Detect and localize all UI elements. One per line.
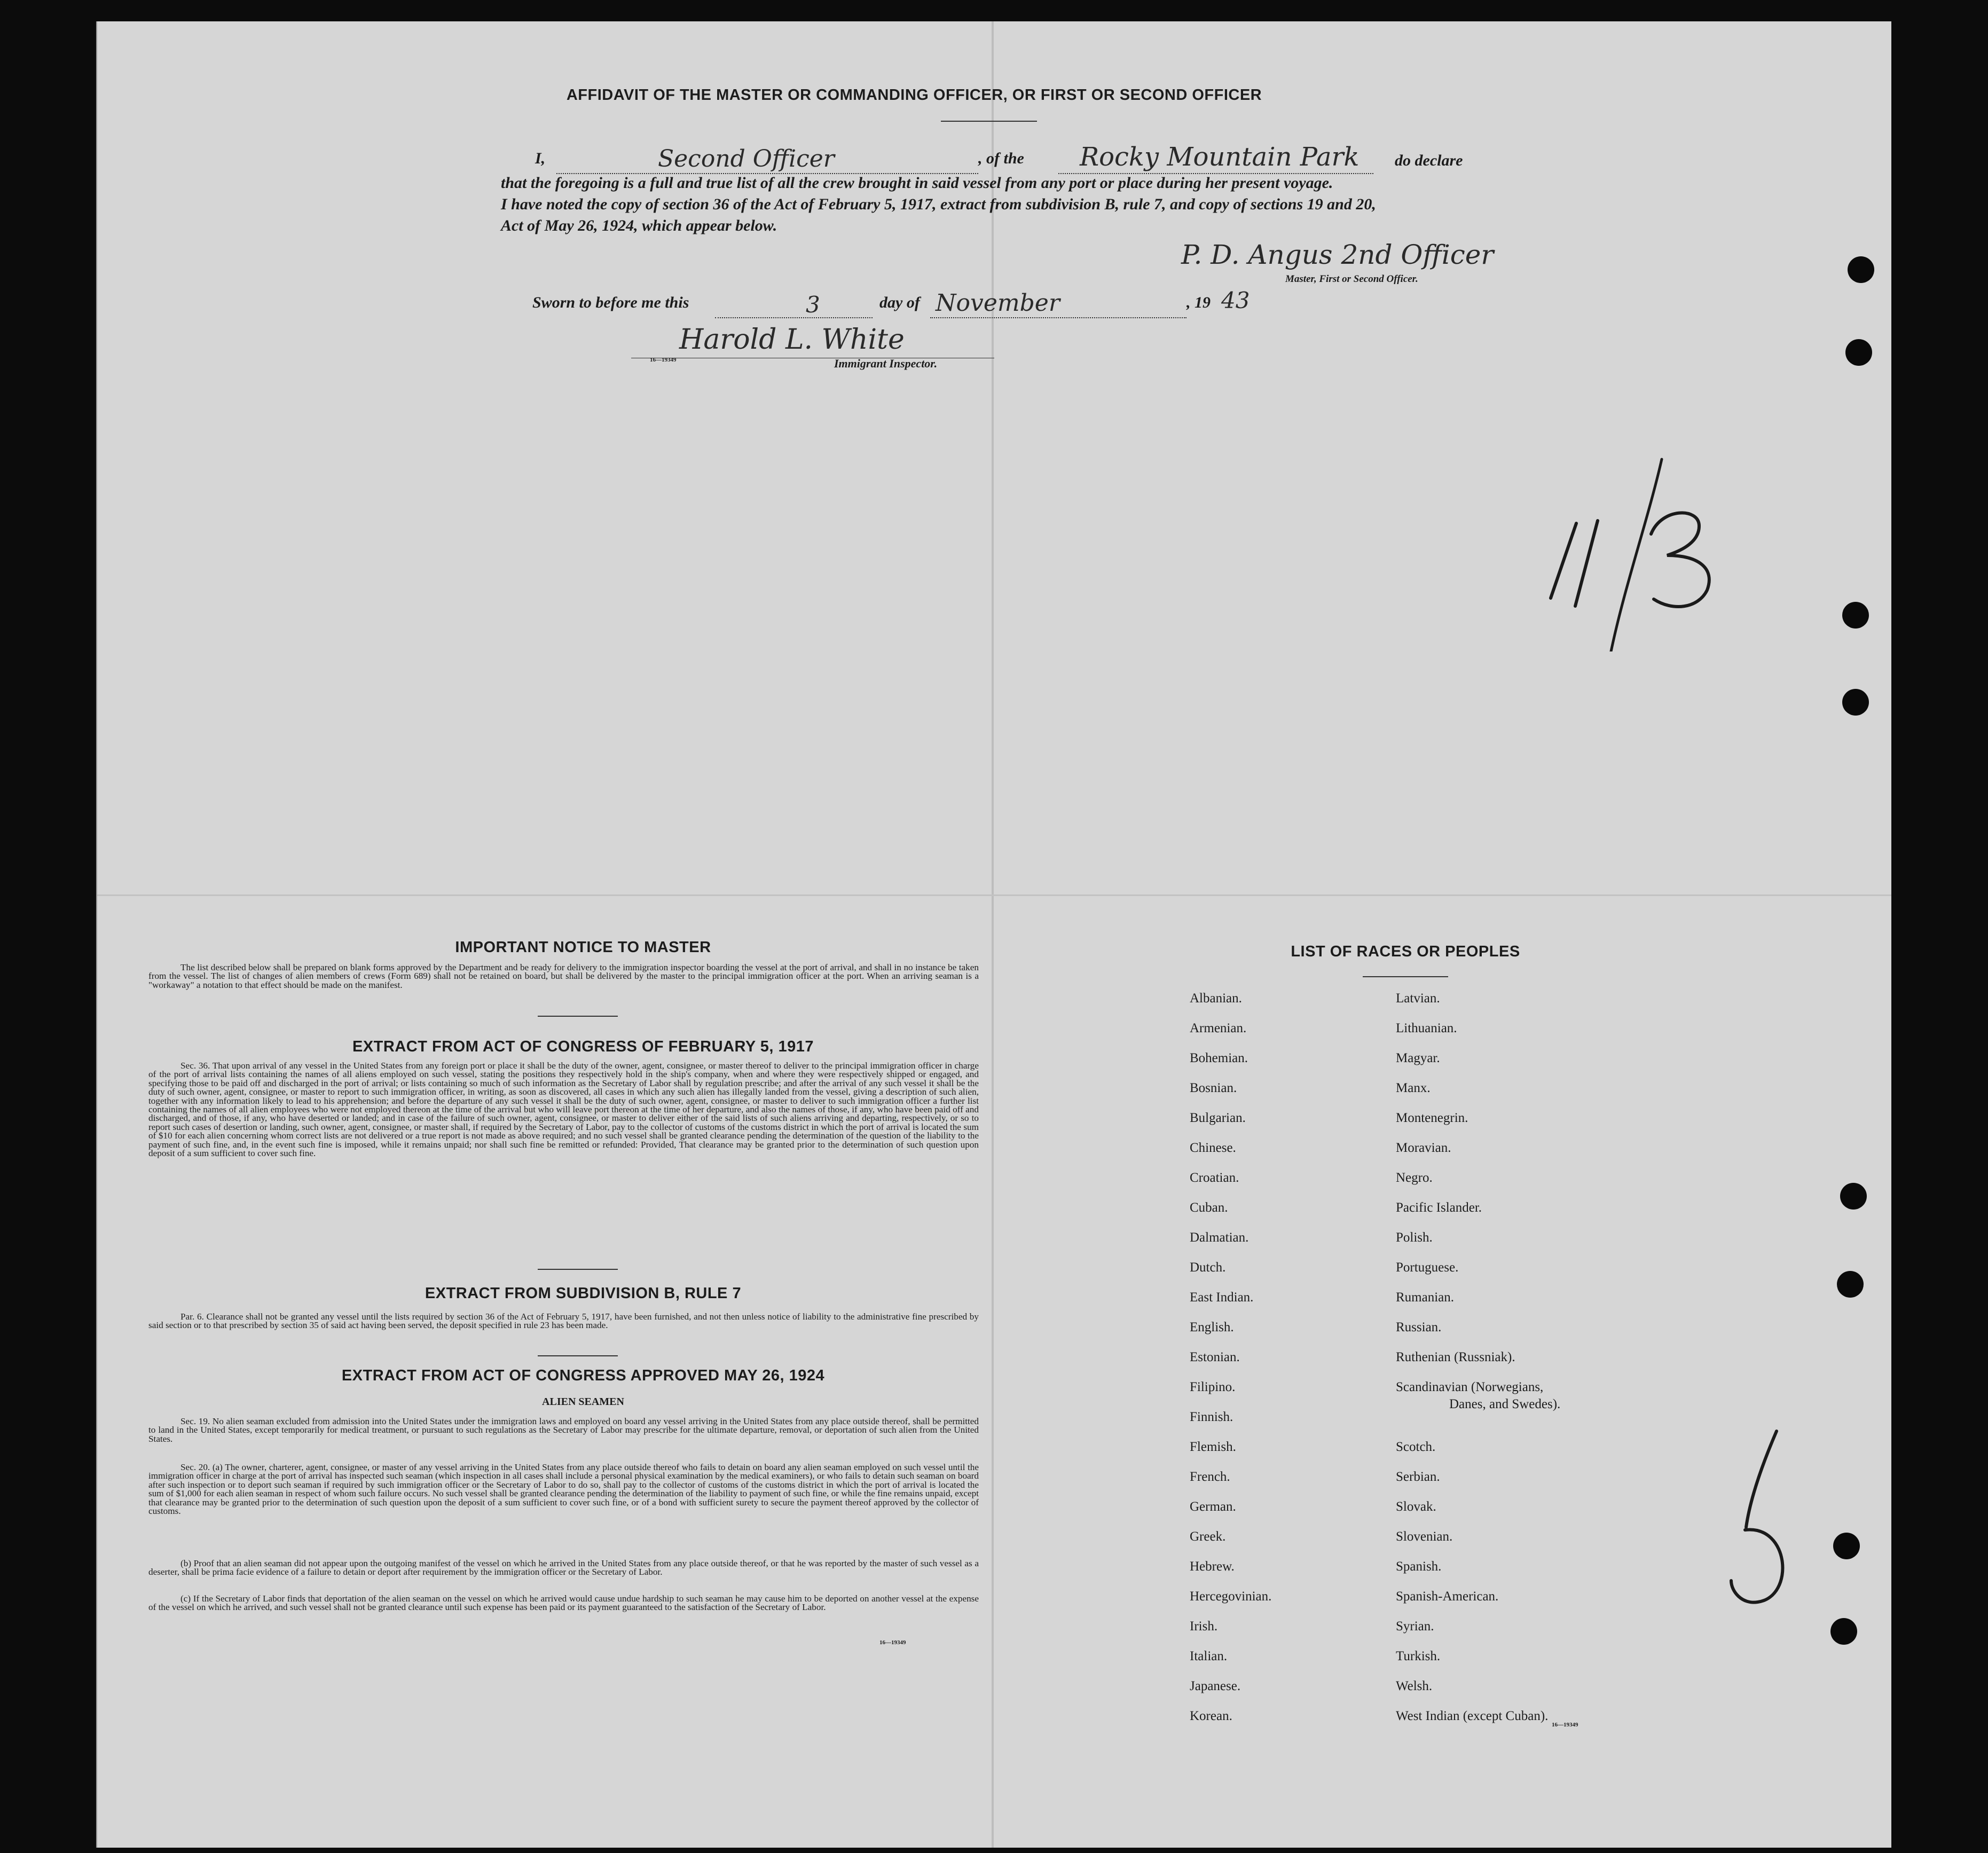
race-item: Hercegovinian. bbox=[1190, 1589, 1272, 1604]
month-handwriting: November bbox=[936, 289, 1060, 317]
race-item: Syrian. bbox=[1396, 1619, 1434, 1634]
race-item: Albanian. bbox=[1190, 991, 1242, 1006]
affidavit-line-3: I have noted the copy of section 36 of the Act of February 5, 1917, extract from subdivision B, rule 7, and copy of sections 19 and 20, bbox=[501, 195, 1376, 213]
race-item: Portuguese. bbox=[1396, 1260, 1459, 1275]
punch-hole bbox=[1845, 339, 1872, 366]
race-item: Lithuanian. bbox=[1396, 1021, 1457, 1035]
race-item: English. bbox=[1190, 1320, 1234, 1334]
race-item: West Indian (except Cuban). bbox=[1396, 1709, 1549, 1723]
fraction-strokes bbox=[1539, 427, 1774, 651]
race-item: Pacific Islander. bbox=[1396, 1200, 1482, 1215]
day-field bbox=[715, 292, 873, 318]
extract-1917-body: Sec. 36. That upon arrival of any vessel in the United States from any foreign port or place it shall be the duty of the owner, agent, consignee, or master thereof to deliver to the principal immigration officer in charge of the port of arrival lists containing the names of all aliens employed on such vessel, stating the positions they respectively hold in the ship's company, when and where they were respectively shipped or engaged, and specifying those to be paid off and discharged in the port of arrival; or lists containing so much of such information as the Secretary of Labor shall by regulation prescribe; and after the arrival of any such vessel it shall be the duty of such owner, agent, consignee, or master to report to such immigration officer, in writing, as soon as discovered, all cases in which any such alien has illegally landed from the vessel, giving a description of such alien, together with any information likely to lead to his apprehension; and before the departure of any such vessel it shall be the duty of such owner, agent, consignee, or master to deliver to such immigration officer a further list containing the names of all alien employees who were not employed thereon at the time of the arrival but who will leave port thereon at the time of her departure, and also the names of those, if any, who have been paid off and discharged, and of those, if any, who have deserted or landed; and in case of the failure of such owner, agent, consignee, or master to deliver either of the said lists of such aliens arriving and departing, respectively, or so to report such cases of desertion or landing, such owner, agent, consignee, or master shall, if required by the Secretary of Labor, pay to the collector of customs of the customs district in which the port of arrival is located the sum of $10 for each alien concerning whom correct lists are not delivered or a true report is not made as above required; and no such vessel shall be granted clearance pending the determination of the question of the liability to the payment of such fine, and, in the event such fine is imposed, while it remains unpaid; nor shall such fine be remitted or refunded: Provided, That clearance may be granted prior to the determination of such question upon deposit of a sum sufficient to cover such fine. bbox=[148, 1061, 979, 1159]
race-item: Scandinavian (Norwegians, bbox=[1396, 1380, 1544, 1394]
race-item: Irish. bbox=[1190, 1619, 1218, 1634]
notice-body: The list described below shall be prepared on blank forms approved by the Department and be ready for delivery to the immigration inspector boarding the vessel at the port of arrival, and shall in no instance be taken from the vessel. The list of changes of alien members of crews (Form 689) shall not be retained on board, but shall be delivered by the master to the principal immigration officer at the port. When an arriving seaman is a "workaway" a notation to that effect should be made on the manifest. bbox=[148, 962, 979, 990]
race-item: Spanish-American. bbox=[1396, 1589, 1499, 1604]
race-item: Korean. bbox=[1190, 1709, 1232, 1723]
vessel-name-field bbox=[1058, 142, 1373, 174]
month-field bbox=[930, 289, 1186, 318]
extract-1924-sec20c: (c) If the Secretary of Labor finds that deportation of the alien seaman on the vessel on which he arrived would cause undue hardship to such seaman he may cause him to be deported on another vessel at the expense of the vessel on which he arrived, and such vessel shall not be granted clearance until such expense has been paid or its payment guaranteed to the satisfaction of the Secretary of Labor. bbox=[148, 1593, 979, 1613]
officer-rank-field bbox=[556, 145, 978, 174]
race-item: Scotch. bbox=[1396, 1440, 1436, 1454]
affidavit-title: AFFIDAVIT OF THE MASTER OR COMMANDING OFFICER, OR FIRST OR SECOND OFFICER bbox=[566, 87, 1262, 104]
race-item: Serbian. bbox=[1396, 1470, 1440, 1484]
race-item: Dutch. bbox=[1190, 1260, 1226, 1275]
race-item: Estonian. bbox=[1190, 1350, 1240, 1364]
extract-1924-sec20b: (b) Proof that an alien seaman did not appear upon the outgoing manifest of the vessel on which he arrived in the United States from any place outside thereof, or that he was reported by the master of such vessel as a deserter, shall be prima facie evidence of a failure to detain or deport after requirement by the immigration officer or the Secretary of Labor. bbox=[148, 1558, 979, 1577]
day-handwriting: 3 bbox=[806, 292, 820, 318]
page-number-strokes bbox=[1710, 1420, 1790, 1618]
race-item: Bulgarian. bbox=[1190, 1111, 1246, 1125]
punch-hole bbox=[1833, 1533, 1860, 1559]
extract-1917-rule bbox=[538, 1269, 618, 1270]
race-item: Bohemian. bbox=[1190, 1051, 1248, 1065]
race-item: Montenegrin. bbox=[1396, 1111, 1468, 1125]
race-item: Rumanian. bbox=[1396, 1290, 1455, 1305]
affidavit-form-number: 16—19349 bbox=[650, 357, 677, 363]
races-form-number: 16—19349 bbox=[1552, 1722, 1578, 1728]
extract-1917-title: EXTRACT FROM ACT OF CONGRESS OF FEBRUARY 5, 1917 bbox=[352, 1038, 814, 1055]
document-sheet bbox=[96, 21, 1891, 1848]
officer-signature-caption: Master, First or Second Officer. bbox=[1285, 273, 1418, 285]
extract-1924-title: EXTRACT FROM ACT OF CONGRESS APPROVED MAY 26, 1924 bbox=[341, 1367, 825, 1384]
inspector-caption: Immigrant Inspector. bbox=[834, 357, 938, 370]
extract-rule7-rule bbox=[538, 1355, 618, 1356]
race-item: Armenian. bbox=[1190, 1021, 1247, 1035]
punch-hole bbox=[1830, 1618, 1857, 1645]
race-item: Cuban. bbox=[1190, 1200, 1228, 1215]
race-item: Finnish. bbox=[1190, 1410, 1233, 1424]
races-title: LIST OF RACES OR PEOPLES bbox=[1291, 943, 1520, 960]
extract-1924-subtitle: ALIEN SEAMEN bbox=[542, 1396, 624, 1408]
race-item: Croatian. bbox=[1190, 1171, 1239, 1185]
extract-1924-sec20a: Sec. 20. (a) The owner, charterer, agent, consignee, or master of any vessel arriving in the United States from any place outside thereof who fails to detain on board any alien seaman employed on such vessel until the immigration officer in charge at the port of arrival has inspected such seaman (which inspection in all cases shall include a personal physical examination by the medical examiners), or who fails to detain such seaman on board after such inspection or to deport such seaman if required by such immigration officer or the Secretary of Labor to do so, shall pay to the collector of customs of the customs district in which the port of arrival is located the sum of $1,000 for each alien seaman in respect of whom such failure occurs. No such vessel shall be granted clearance pending the determination of the liability to payment of such fine, or while the fine remains unpaid, except that clearance may be granted prior to the determination of such question upon the deposit of a sum sufficient to cover such fine, or of a bond with sufficient surety to secure the payment thereof approved by the collector of customs. bbox=[148, 1462, 979, 1517]
race-item: Polish. bbox=[1396, 1230, 1433, 1245]
punch-hole bbox=[1840, 1183, 1867, 1210]
officer-signature: P. D. Angus 2nd Officer bbox=[1181, 239, 1494, 270]
race-item: Spanish. bbox=[1396, 1559, 1442, 1574]
race-item: Russian. bbox=[1396, 1320, 1442, 1334]
extract-1924-form-number: 16—19349 bbox=[879, 1639, 906, 1646]
race-item: Bosnian. bbox=[1190, 1081, 1237, 1095]
year-handwriting: 43 bbox=[1221, 287, 1250, 313]
race-item: Turkish. bbox=[1396, 1649, 1441, 1663]
vessel-name-handwriting: Rocky Mountain Park bbox=[1080, 142, 1360, 172]
race-item: Magyar. bbox=[1396, 1051, 1440, 1065]
affidavit-line-4: Act of May 26, 1924, which appear below. bbox=[501, 217, 777, 234]
race-item: Dalmatian. bbox=[1190, 1230, 1249, 1245]
notice-title: IMPORTANT NOTICE TO MASTER bbox=[455, 939, 711, 956]
notice-rule bbox=[538, 1016, 618, 1017]
extract-1924-sec19: Sec. 19. No alien seaman excluded from admission into the United States under the immigration laws and employed on board any vessel arriving in the United States from any place outside thereof, shall be permitted to land in the United States, except temporarily for medical treatment, or pursuant to such regulations as the Secretary of Labor may prescribe for the ultimate departure, removal, or deportation of such alien from the United States. bbox=[148, 1416, 979, 1444]
extract-rule7-body: Par. 6. Clearance shall not be granted any vessel until the lists required by section 36 of the Act of February 5, 1917, have been furnished, and not then unless notice of liability to the administrative fine prescribed by said section or to that prescribed by section 35 of said act having been served, the deposit specified in rule 23 has been made. bbox=[148, 1312, 979, 1331]
do-declare-label: do declare bbox=[1395, 152, 1463, 169]
race-item: French. bbox=[1190, 1470, 1230, 1484]
punch-hole bbox=[1837, 1271, 1864, 1298]
race-item: Ruthenian (Russniak). bbox=[1396, 1350, 1515, 1364]
day-of-label: day of bbox=[879, 294, 920, 311]
year-prefix: , 19 bbox=[1186, 294, 1211, 311]
affidavit-title-rule bbox=[941, 121, 1037, 122]
race-item: German. bbox=[1190, 1499, 1236, 1514]
inspector-signature: Harold L. White bbox=[679, 324, 905, 356]
horizontal-fold-line bbox=[97, 894, 1891, 896]
race-item: Manx. bbox=[1396, 1081, 1431, 1095]
race-item: Greek. bbox=[1190, 1529, 1226, 1544]
race-item: Filipino. bbox=[1190, 1380, 1236, 1394]
punch-hole bbox=[1842, 689, 1869, 716]
race-item: East Indian. bbox=[1190, 1290, 1254, 1305]
race-item: Japanese. bbox=[1190, 1679, 1241, 1693]
race-item: Slovenian. bbox=[1396, 1529, 1453, 1544]
race-item: Hebrew. bbox=[1190, 1559, 1235, 1574]
punch-hole bbox=[1842, 602, 1869, 629]
affidavit-line-2: that the foregoing is a full and true list of all the crew brought in said vessel from any port or place during her present voyage. bbox=[501, 174, 1333, 192]
sworn-label: Sworn to before me this bbox=[532, 294, 689, 311]
of-the-label: , of the bbox=[978, 150, 1024, 167]
race-item: Moravian. bbox=[1396, 1141, 1451, 1155]
affidavit-i-label: I, bbox=[535, 150, 546, 167]
extract-rule7-title: EXTRACT FROM SUBDIVISION B, RULE 7 bbox=[425, 1285, 742, 1302]
race-item: Welsh. bbox=[1396, 1679, 1433, 1693]
race-item: Danes, and Swedes). bbox=[1449, 1397, 1561, 1411]
race-item: Latvian. bbox=[1396, 991, 1440, 1006]
race-item: Slovak. bbox=[1396, 1499, 1436, 1514]
officer-rank-handwriting: Second Officer bbox=[658, 145, 835, 172]
handwritten-page-number bbox=[1710, 1420, 1790, 1618]
races-title-rule bbox=[1363, 976, 1448, 977]
race-item: Chinese. bbox=[1190, 1141, 1236, 1155]
handwritten-fraction bbox=[1539, 427, 1774, 651]
race-item: Flemish. bbox=[1190, 1440, 1236, 1454]
race-item: Italian. bbox=[1190, 1649, 1228, 1663]
punch-hole bbox=[1848, 256, 1874, 283]
race-item: Negro. bbox=[1396, 1171, 1433, 1185]
